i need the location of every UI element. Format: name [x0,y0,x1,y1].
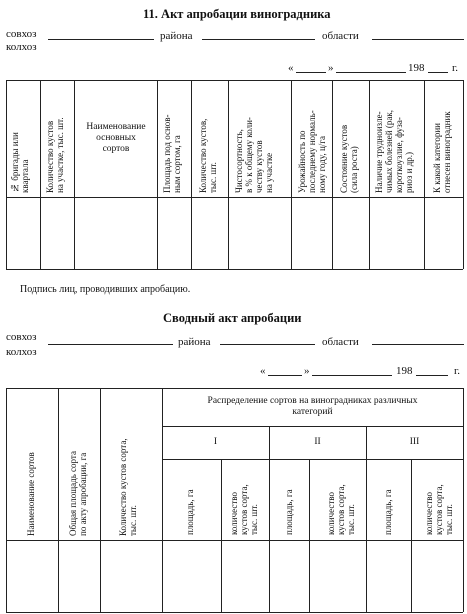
act2-col-bushes: Количество кустов сорта, тыс. шт. [118,438,138,536]
act2-date-month-line [312,375,392,376]
act2-kolkhoz-label: колхоз [6,346,37,358]
act1-farm-line [48,39,154,40]
act1-col-condition: Состояние кустов (сила роста) [339,124,359,193]
act2-oblast-label: области [322,336,359,348]
act2-category-2: II [314,437,321,447]
act1-col-bushes: Количество кустов, тыс. шт. [198,118,218,193]
act2-year: 198 [396,365,413,377]
act2-date-open: « [260,365,266,377]
act1-year: 198 [408,62,425,74]
act1-col-yield: Урожайность по последнему нормаль- ному году, ц/га [297,110,327,193]
act2-cat2-bushes: количество кустов сорта, тыс. шт. [326,484,356,535]
act2-date-day-line [268,375,302,376]
act2-col-variety-name: Наименование сортов [26,452,36,536]
act1-date-month-line [336,72,406,73]
act1-raion-label: района [160,30,193,42]
act2-year-suffix: г. [454,365,461,377]
act1-col-category: К какой категории отнесен виноградник [432,111,452,193]
act2-raion-label: района [178,336,211,348]
act2-raion-line [220,344,315,345]
act1-col-variety-name: Наименование основных сортов [86,122,146,154]
act2-oblast-line [372,344,464,345]
act1-date-day-line [296,72,326,73]
act2-cat2-area: площадь, га [284,489,294,535]
act1-kolkhoz-label: колхоз [6,41,37,53]
act1-col-purity: Чистосортность, в % к общему коли- честву кустов на участке [234,117,274,193]
act2-cat1-area: площадь, га [185,489,195,535]
act2-year-line [416,375,448,376]
act1-year-suffix: г. [452,62,459,74]
act1-year-line [428,72,448,73]
act1-sovkhoz-label: совхоз [6,28,37,40]
act2-distribution-header: Распределение сортов на виноградниках различных категорий [207,396,418,417]
act2-category-1: I [213,437,218,447]
act1-col-diseases: Наличие трудноизле- чимых болезней (рак, короткоузлие, фуза- риоз и др.) [374,110,414,193]
act2-farm-line [48,344,173,345]
act2-cat1-bushes: количество кустов сорта, тыс. шт. [229,484,259,535]
act2-sovkhoz-label: совхоз [6,331,37,343]
act1-signature: Подпись лиц, проводивших апробацию. [20,284,191,295]
act2-cat3-area: площадь, га [383,489,393,535]
act2-col-total-area: Общая площадь сорта по акту апробации, га [68,451,88,536]
act1-col-brigade: № бригады или квартала [10,132,30,193]
act2-date-mid: » [304,365,310,377]
act1-col-bushes-plot: Количество кустов на участке, тыс. шт. [45,117,65,193]
act2-cat3-bushes: количество кустов сорта, тыс. шт. [424,484,454,535]
act1-col-area: Площадь под основ- ным сортом, га [162,114,182,193]
act2-title: Сводный акт апробации [163,311,302,325]
act1-oblast-line [372,39,464,40]
act1-date-mid: » [328,62,334,74]
act1-date-open: « [288,62,294,74]
act1-title: 11. Акт апробации виноградника [143,7,331,21]
act2-category-3: III [409,437,420,447]
act1-raion-line [202,39,315,40]
act1-oblast-label: области [322,30,359,42]
